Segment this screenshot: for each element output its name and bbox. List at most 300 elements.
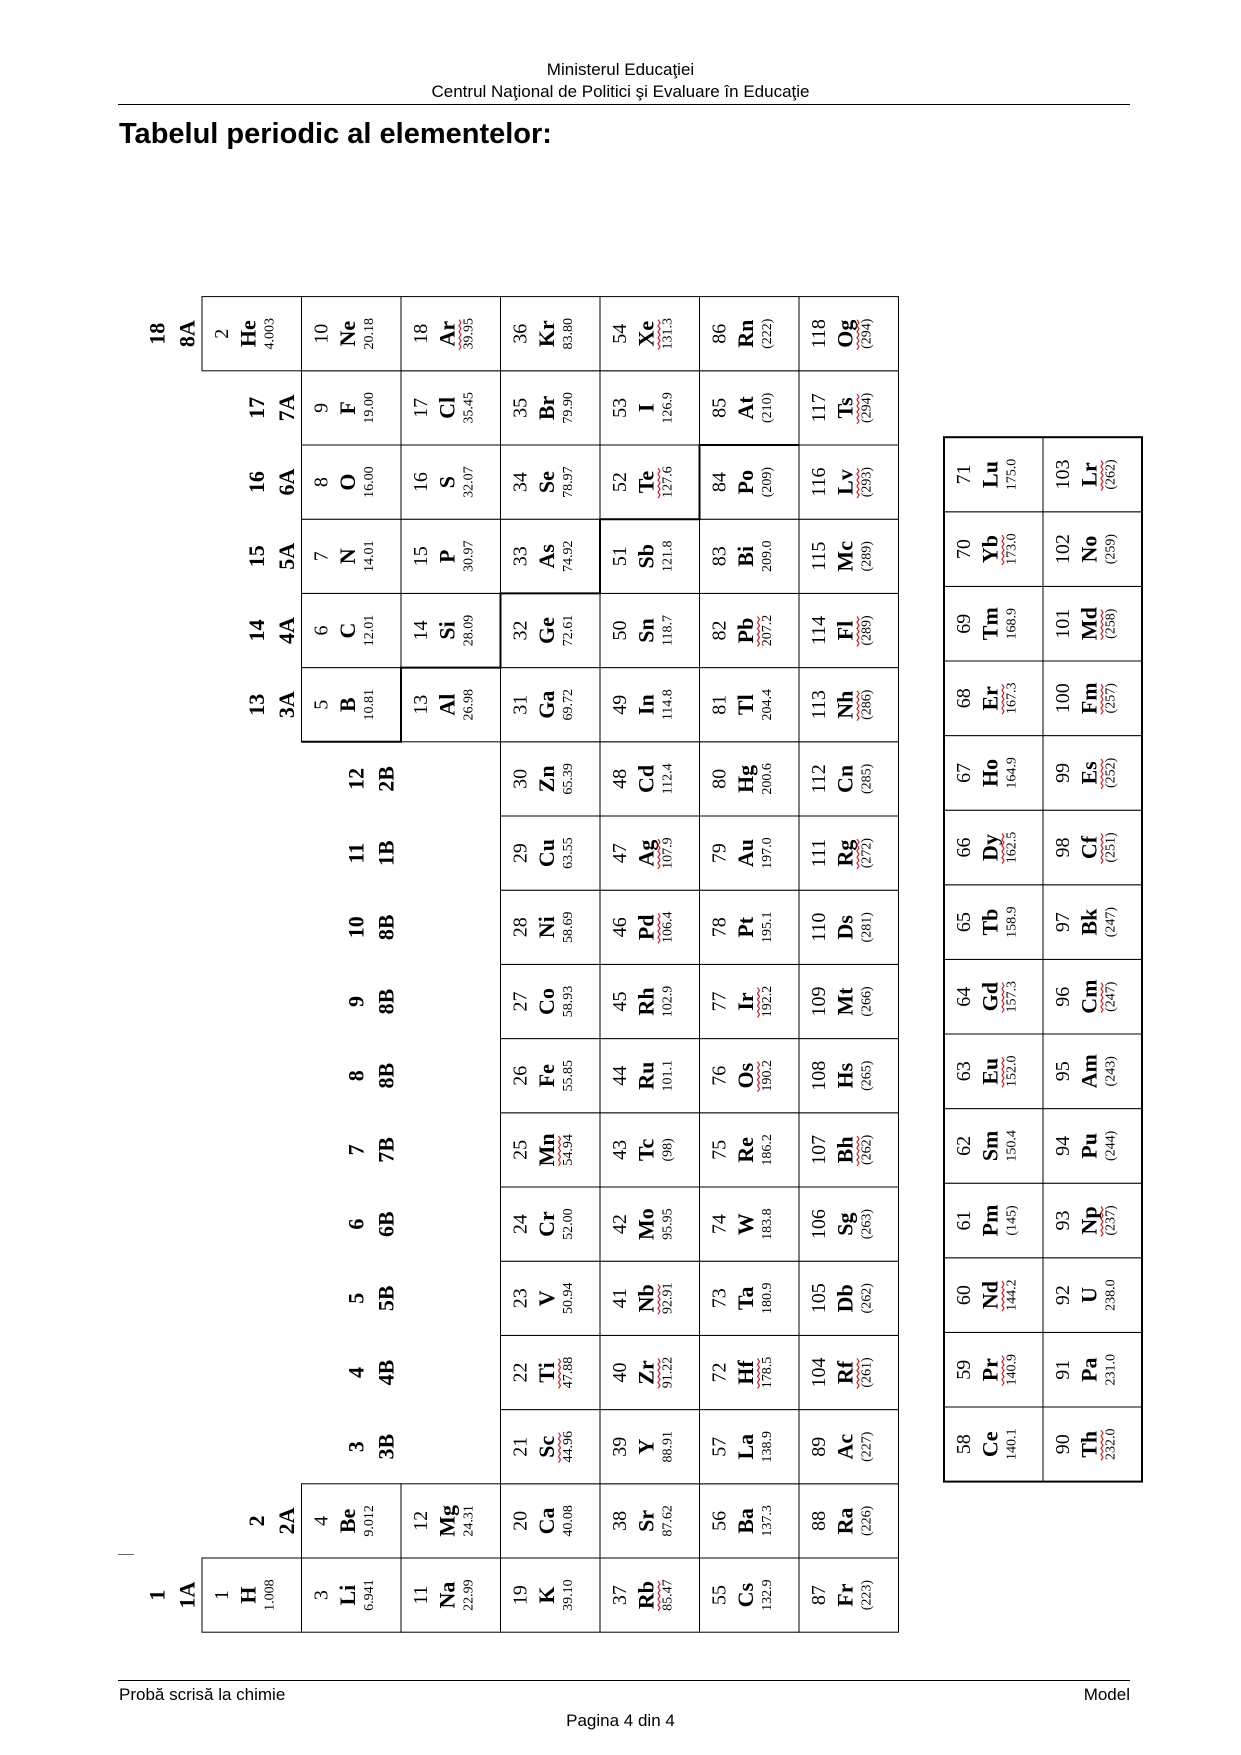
group-header: [344, 1063, 399, 1089]
atomic-number: 3: [310, 1590, 333, 1601]
element-cell: [302, 519, 402, 593]
element-symbol: Ni: [534, 916, 559, 939]
element-symbol: Db: [832, 1284, 858, 1313]
element-symbol: Fm: [1076, 682, 1102, 715]
element-symbol: Ra: [832, 1507, 858, 1535]
element-cell: [501, 742, 601, 816]
element-symbol: Bi: [733, 545, 758, 567]
element-cell: [1043, 736, 1142, 811]
atomic-mass: 102.9: [660, 985, 676, 1018]
element-symbol: Rb: [633, 1581, 659, 1610]
element-symbol: Er: [977, 686, 1003, 711]
atomic-mass: 20.18: [362, 317, 377, 350]
atomic-number: 24: [509, 1214, 532, 1235]
element-symbol: Sm: [977, 1130, 1003, 1162]
atomic-number: 106: [808, 1209, 830, 1240]
element-cell: [202, 1558, 302, 1632]
atomic-number: 92: [1052, 1285, 1074, 1306]
element-symbol: Mg: [434, 1505, 460, 1537]
element-symbol: At: [733, 396, 758, 420]
element-cell: [700, 519, 800, 593]
atomic-mass: (294): [859, 392, 875, 424]
element-cell: [501, 890, 601, 964]
element-symbol: Po: [733, 469, 758, 495]
atomic-number: 91: [1052, 1359, 1074, 1380]
element-symbol: Am: [1076, 1054, 1102, 1089]
atomic-mass: 83.80: [561, 317, 576, 350]
element-symbol: Fl: [832, 620, 858, 641]
element-symbol: Fr: [832, 1583, 858, 1607]
element-cell: [944, 1332, 1043, 1407]
atomic-number: 48: [609, 768, 631, 789]
group-label: 6B: [373, 1211, 399, 1237]
atomic-mass: 127.6: [660, 466, 676, 498]
atomic-number: 85: [708, 397, 731, 418]
atomic-number: 74: [708, 1214, 731, 1235]
atomic-mass: 4.003: [262, 317, 278, 350]
element-symbol: Rf: [832, 1360, 858, 1385]
element-cell: [799, 1039, 899, 1113]
group-number: 2: [244, 1515, 269, 1527]
element-cell: [799, 593, 899, 667]
group-label: 3A: [274, 691, 299, 719]
element-symbol: Dy: [977, 834, 1003, 861]
element-cell: [600, 1261, 700, 1335]
group-number: 9: [343, 996, 369, 1007]
element-symbol: Mt: [832, 987, 858, 1016]
group-number: 4: [343, 1367, 369, 1378]
element-symbol: Sb: [633, 544, 659, 569]
element-cell: [944, 1407, 1043, 1482]
atomic-mass: (265): [859, 1060, 875, 1091]
element-symbol: Ga: [534, 690, 559, 719]
atomic-mass: 58.69: [561, 911, 576, 944]
element-cell: [501, 371, 601, 445]
element-cell: [799, 371, 899, 445]
group-number: 10: [343, 916, 369, 939]
atomic-mass: 164.9: [1004, 757, 1020, 789]
group-header: [244, 543, 299, 570]
element-cell: [501, 1261, 601, 1335]
group-header: [344, 1359, 399, 1385]
element-symbol: Zr: [633, 1360, 659, 1385]
element-symbol: Ca: [534, 1507, 559, 1535]
atomic-mass: (227): [859, 1431, 875, 1462]
element-symbol: Se: [534, 471, 559, 494]
element-symbol: Cr: [534, 1211, 559, 1237]
atomic-number: 99: [1052, 762, 1074, 783]
element-cell: [700, 1484, 800, 1558]
atomic-number: 13: [410, 694, 432, 715]
atomic-mass: 167.3: [1004, 682, 1020, 715]
element-symbol: Bk: [1076, 908, 1102, 936]
element-symbol: Ir: [733, 992, 758, 1011]
element-cell: [600, 519, 700, 593]
group-header: [344, 840, 399, 866]
atomic-number: 51: [609, 546, 631, 567]
atomic-mass: (289): [859, 541, 875, 572]
atomic-mass: 63.55: [561, 837, 576, 869]
atomic-number: 59: [953, 1359, 975, 1380]
group-label: 1A: [174, 1581, 200, 1609]
element-symbol: Ne: [335, 320, 360, 347]
atomic-mass: 195.1: [760, 911, 775, 944]
atomic-number: 12: [410, 1510, 432, 1531]
atomic-number: 110: [808, 912, 830, 942]
element-cell: [501, 1187, 601, 1261]
element-symbol: Li: [335, 1584, 360, 1606]
atomic-number: 55: [708, 1585, 731, 1606]
atomic-number: 57: [708, 1436, 731, 1457]
element-symbol: Rh: [633, 987, 659, 1016]
element-cell: [501, 297, 601, 371]
group-header: [244, 1507, 299, 1534]
element-cell: [1043, 1258, 1142, 1333]
element-cell: [700, 1187, 800, 1261]
atomic-number: 16: [410, 472, 432, 493]
element-cell: [600, 964, 700, 1038]
element-cell: [501, 816, 601, 890]
element-cell: [799, 297, 899, 371]
atomic-number: 9: [310, 402, 333, 413]
atomic-mass: 192.2: [760, 985, 775, 1018]
atomic-mass: 140.1: [1004, 1428, 1020, 1461]
atomic-number: 47: [609, 843, 631, 864]
element-symbol: B: [335, 697, 360, 713]
element-cell: [1043, 437, 1142, 512]
atomic-number: 54: [609, 323, 631, 344]
atomic-number: 39: [609, 1436, 631, 1457]
atomic-number: 88: [808, 1510, 830, 1531]
element-symbol: C: [335, 622, 360, 639]
group-label: 8A: [174, 320, 200, 348]
element-cell: [401, 1558, 501, 1632]
atomic-number: 29: [509, 843, 532, 864]
atomic-mass: (262): [859, 1134, 875, 1166]
element-cell: [600, 1558, 700, 1632]
element-cell: [600, 445, 700, 519]
atomic-number: 41: [609, 1288, 631, 1309]
element-cell: [944, 661, 1043, 736]
element-cell: [944, 1258, 1043, 1333]
atomic-mass: 1.008: [262, 1579, 278, 1611]
atomic-number: 84: [708, 472, 731, 493]
atomic-mass: 6.941: [362, 1579, 377, 1611]
element-cell: [501, 445, 601, 519]
element-symbol: Y: [633, 1438, 659, 1455]
atomic-mass: 238.0: [1103, 1279, 1119, 1311]
atomic-number: 53: [609, 397, 631, 418]
element-symbol: V: [534, 1290, 559, 1307]
element-symbol: Th: [1076, 1430, 1102, 1458]
element-cell: [799, 1187, 899, 1261]
atomic-number: 56: [708, 1510, 731, 1531]
atomic-number: 33: [509, 546, 532, 567]
element-symbol: Cf: [1076, 835, 1102, 860]
atomic-number: 31: [509, 694, 532, 715]
atomic-number: 4: [310, 1515, 333, 1526]
atomic-mass: (222): [760, 318, 775, 349]
element-symbol: H: [235, 1586, 261, 1604]
element-cell: [944, 736, 1043, 811]
element-cell: [600, 1187, 700, 1261]
atomic-mass: 91.22: [660, 1356, 676, 1389]
group-number: 11: [343, 842, 369, 864]
element-cell: [401, 519, 501, 593]
atomic-number: 77: [708, 991, 731, 1012]
element-cell: [700, 445, 800, 519]
atomic-mass: 150.4: [1004, 1130, 1020, 1162]
element-cell: [700, 964, 800, 1038]
group-label: 5B: [373, 1285, 399, 1312]
element-symbol: Mc: [832, 541, 858, 572]
atomic-mass: (262): [859, 1283, 875, 1314]
atomic-number: 71: [953, 464, 975, 485]
element-symbol: Ag: [633, 839, 659, 867]
element-cell: [1043, 512, 1142, 587]
element-cell: [600, 1113, 700, 1187]
atomic-number: 42: [609, 1214, 631, 1235]
element-cell: [799, 1558, 899, 1632]
element-symbol: Ts: [832, 397, 858, 419]
atomic-mass: 183.8: [760, 1208, 775, 1240]
element-symbol: Co: [534, 988, 559, 1015]
element-symbol: Ru: [633, 1061, 659, 1090]
footer-rule: [118, 1680, 1130, 1681]
atomic-mass: 186.2: [760, 1134, 775, 1166]
atomic-number: 5: [310, 699, 333, 710]
header-ministry: Ministerul Educaţiei: [546, 60, 695, 79]
atomic-number: 64: [953, 986, 975, 1007]
element-symbol: Ar: [434, 320, 460, 347]
element-cell: [401, 1484, 501, 1558]
atomic-number: 65: [953, 912, 975, 933]
element-cell: [501, 593, 601, 667]
element-cell: [799, 964, 899, 1038]
group-label: 4B: [373, 1359, 399, 1386]
group-header: [344, 988, 399, 1014]
element-symbol: Te: [633, 470, 659, 494]
element-cell: [944, 512, 1043, 587]
element-symbol: Sn: [633, 618, 659, 643]
element-symbol: Eu: [977, 1057, 1003, 1085]
atomic-mass: 69.72: [561, 688, 576, 721]
element-cell: [302, 1558, 402, 1632]
element-symbol: Hf: [733, 1360, 758, 1385]
atomic-number: 61: [953, 1210, 975, 1231]
atomic-mass: 40.08: [561, 1505, 576, 1537]
atomic-mass: 88.91: [660, 1430, 676, 1463]
element-cell: [1043, 1109, 1142, 1184]
element-cell: [600, 1410, 700, 1484]
atomic-number: 81: [708, 694, 731, 715]
element-symbol: F: [335, 401, 360, 415]
atomic-number: 63: [953, 1061, 975, 1082]
group-header: [344, 1434, 399, 1460]
atomic-number: 44: [609, 1065, 631, 1086]
atomic-mass: (285): [859, 763, 875, 795]
group-number: 17: [244, 396, 269, 419]
element-symbol: Mo: [633, 1208, 659, 1240]
element-symbol: Ti: [534, 1362, 559, 1383]
atomic-number: 25: [509, 1139, 532, 1160]
element-symbol: Lr: [1076, 462, 1102, 487]
page-title: Tabelul periodic al elementelor:: [119, 118, 552, 150]
atomic-number: 23: [509, 1288, 532, 1309]
atomic-mass: 92.91: [660, 1282, 676, 1315]
element-cell: [799, 519, 899, 593]
element-cell: [799, 1113, 899, 1187]
element-symbol: La: [733, 1433, 758, 1460]
element-symbol: Sr: [633, 1509, 659, 1532]
atomic-number: 76: [708, 1065, 731, 1086]
element-symbol: Hg: [733, 764, 758, 793]
atomic-mass: 12.01: [362, 614, 377, 647]
element-symbol: Cm: [1076, 979, 1102, 1014]
element-symbol: Xe: [633, 320, 659, 347]
atomic-number: 38: [609, 1510, 631, 1531]
atomic-number: 45: [609, 991, 631, 1012]
group-number: 14: [244, 619, 269, 642]
atomic-number: 104: [808, 1357, 830, 1388]
atomic-number: 28: [509, 917, 532, 938]
atomic-mass: 9.012: [362, 1505, 377, 1537]
group-label: 8B: [373, 988, 399, 1015]
atomic-mass: 106.4: [660, 911, 676, 944]
atomic-number: 68: [953, 688, 975, 709]
atomic-mass: (210): [760, 392, 775, 424]
element-symbol: Pb: [733, 617, 758, 644]
element-symbol: Pt: [733, 916, 758, 938]
element-cell: [1043, 1183, 1142, 1258]
element-symbol: As: [534, 544, 559, 569]
element-symbol: Lu: [977, 461, 1003, 488]
element-symbol: Rg: [832, 839, 858, 867]
element-cell: [944, 586, 1043, 661]
element-cell: [700, 1113, 800, 1187]
atomic-mass: (289): [859, 615, 875, 646]
element-symbol: Zn: [534, 765, 559, 793]
group-label: 7A: [274, 394, 299, 422]
element-cell: [600, 1039, 700, 1113]
atomic-mass: 39.10: [561, 1579, 576, 1611]
atomic-mass: (223): [859, 1579, 875, 1611]
element-symbol: Es: [1076, 761, 1102, 785]
element-cell: [700, 1558, 800, 1632]
group-number: 3: [343, 1441, 369, 1453]
element-cell: [799, 1484, 899, 1558]
atomic-mass: (262): [1103, 459, 1119, 490]
element-cell: [944, 1034, 1043, 1109]
group-number: 18: [144, 322, 170, 345]
atomic-number: 90: [1052, 1434, 1074, 1455]
atomic-number: 34: [509, 472, 532, 493]
atomic-mass: (145): [1004, 1205, 1020, 1236]
element-cell: [799, 742, 899, 816]
atomic-mass: 175.0: [1004, 458, 1020, 491]
element-symbol: Pm: [977, 1204, 1003, 1237]
element-cell: [401, 445, 501, 519]
footer-variant: Model: [1083, 1685, 1130, 1704]
group-header: [344, 1285, 399, 1311]
atomic-mass: 131.3: [660, 317, 676, 350]
element-symbol: Sg: [832, 1212, 858, 1236]
element-cell: [302, 668, 402, 742]
element-cell: [501, 1335, 601, 1409]
group-label: 2B: [373, 766, 399, 792]
atomic-mass: 190.2: [760, 1059, 775, 1092]
element-symbol: U: [1076, 1287, 1102, 1304]
group-label: 6A: [274, 468, 299, 496]
atomic-number: 105: [808, 1283, 830, 1314]
atomic-number: 21: [509, 1436, 532, 1457]
element-cell: [600, 1335, 700, 1409]
element-symbol: No: [1076, 535, 1102, 563]
element-symbol: Ce: [977, 1431, 1003, 1458]
element-cell: [302, 593, 402, 667]
atomic-number: 89: [808, 1436, 830, 1457]
element-cell: [944, 1109, 1043, 1184]
atomic-number: 95: [1052, 1061, 1074, 1082]
atomic-number: 36: [509, 323, 532, 344]
atomic-number: 37: [609, 1585, 631, 1606]
element-symbol: Tc: [633, 1138, 659, 1162]
atomic-number: 2: [211, 328, 233, 339]
element-symbol: He: [235, 320, 261, 348]
atomic-number: 52: [609, 472, 631, 493]
element-symbol: Md: [1076, 607, 1102, 641]
element-cell: [1043, 586, 1142, 661]
element-symbol: Si: [434, 621, 460, 640]
element-cell: [600, 742, 700, 816]
atomic-mass: (247): [1103, 906, 1119, 938]
atomic-number: 78: [708, 917, 731, 938]
element-symbol: In: [633, 694, 659, 716]
atomic-mass: 168.9: [1004, 607, 1020, 640]
group-label: 4A: [274, 617, 299, 644]
group-header: [244, 691, 299, 718]
element-symbol: Ho: [977, 758, 1003, 787]
atomic-mass: 52.00: [561, 1208, 576, 1240]
atomic-mass: 39.95: [461, 317, 477, 350]
element-symbol: Tm: [977, 607, 1003, 641]
atomic-mass: 118.7: [660, 615, 676, 646]
element-symbol: Mn: [534, 1133, 559, 1167]
element-cell: [600, 371, 700, 445]
element-symbol: S: [434, 475, 460, 489]
element-cell: [944, 959, 1043, 1034]
element-symbol: Tb: [977, 908, 1003, 936]
atomic-number: 69: [953, 613, 975, 634]
atomic-mass: 207.2: [760, 614, 775, 647]
atomic-mass: 144.2: [1004, 1279, 1020, 1311]
group-number: 7: [343, 1144, 369, 1156]
atomic-mass: 44.96: [561, 1430, 576, 1463]
atomic-mass: 50.94: [561, 1282, 576, 1315]
element-symbol: Ac: [832, 1433, 858, 1460]
element-cell: [700, 371, 800, 445]
atomic-mass: (272): [859, 837, 875, 869]
atomic-mass: 19.00: [362, 392, 377, 424]
atomic-mass: (98): [660, 1138, 676, 1162]
group-header: [344, 914, 399, 940]
atomic-mass: 132.9: [760, 1579, 775, 1611]
element-symbol: Yb: [977, 535, 1003, 564]
element-symbol: Pr: [977, 1358, 1003, 1382]
group-header: [244, 617, 299, 644]
header-center: Centrul Naţional de Politici şi Evaluare în Educaţie: [431, 82, 810, 101]
atomic-number: 114: [808, 615, 830, 646]
